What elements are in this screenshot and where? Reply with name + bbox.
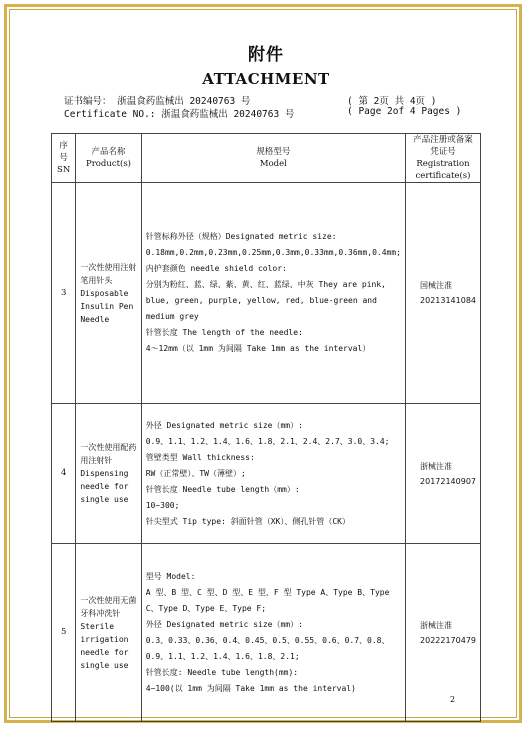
- row-product: [76, 183, 141, 404]
- certificate-number-cn: 证书编号： 浙温食药监械出 20240763 号: [64, 96, 251, 107]
- certificate-line-en: [64, 106, 462, 120]
- page-title-cn: 附件: [248, 45, 284, 65]
- page-title-en: ATTACHMENT: [202, 70, 330, 88]
- model-line: RW（正常壁）、TW（薄壁）;: [145, 468, 246, 478]
- row-registration: 国械注准 20213141084: [406, 183, 481, 404]
- table-header-row: [52, 134, 481, 183]
- page-indicator-cn: ( 第 2页 共 4页 ): [347, 96, 437, 107]
- row-registration: 浙械注准 20172140907: [406, 404, 481, 544]
- model-line: 型号 Model:: [145, 571, 196, 581]
- product-name-en: Dispensing needle for single use: [80, 469, 129, 504]
- row-sn: 5: [52, 544, 76, 722]
- header-model-en: Model: [259, 159, 287, 169]
- product-name-cn: 一次性使用注射笔用针头: [80, 262, 137, 285]
- header-sn-en: SN: [57, 165, 71, 175]
- row-model: [141, 544, 405, 722]
- model-line: 4～12mm（以 1mm 为间隔 Take 1mm as the interval）: [145, 344, 371, 353]
- row-sn: 3: [52, 183, 76, 404]
- page-number: 2: [450, 695, 456, 704]
- model-line: 针管长度 The length of the needle:: [145, 328, 303, 337]
- model-line: 外径 Designated metric size（mm）:: [145, 619, 303, 629]
- header-sn: [52, 134, 76, 183]
- header-reg: [406, 134, 481, 183]
- row-product: [76, 544, 141, 722]
- header-product: [76, 134, 141, 183]
- model-line: 针管长度 Needle tube length（mm）:: [145, 484, 300, 494]
- product-name-en: Disposable Insulin Pen Needle: [80, 288, 134, 324]
- product-name-cn: 一次性使用配药用注射针: [80, 443, 137, 465]
- model-line: 分别为粉红、蓝、绿、紫、黄、红、蓝绿、中灰 They are pink, blue, green, purple, yellow, red, blue-green and medium grey: [145, 280, 386, 321]
- model-line: A 型、B 型、C 型、D 型、E 型、F 型 Type A、Type B、Type C、Type D、Type E、Type F;: [145, 587, 390, 613]
- model-line: 管壁类型 Wall thickness:: [145, 452, 255, 462]
- attachment-table: [51, 133, 481, 722]
- model-line: 外径 Designated metric size（mm）:: [145, 420, 303, 430]
- row-registration: 浙械注准 20222170479: [406, 544, 481, 722]
- row-sn: 4: [52, 404, 76, 544]
- table-row: [52, 544, 481, 722]
- model-line: 内护套颜色 needle shield color:: [145, 264, 287, 273]
- header-model: [141, 134, 405, 183]
- model-line: 针管长度: Needle tube length(mm):: [145, 667, 299, 677]
- page-indicator-en: ( Page 2of 4 Pages ): [347, 106, 462, 117]
- row-product: [76, 404, 141, 544]
- table-row: [52, 404, 481, 544]
- product-name-cn: 一次性使用无菌牙科冲洗针: [80, 595, 137, 618]
- header-model-cn: 规格型号: [256, 147, 291, 157]
- model-line: 针管标称外径（规格）Designated metric size:: [145, 232, 337, 241]
- certificate-line-cn: [64, 93, 437, 107]
- table-row: [52, 183, 481, 404]
- model-line: 10~300;: [145, 500, 180, 510]
- model-line: 0.3、0.33、0.36、0.4、0.45、0.5、0.55、0.6、0.7、0.8、0.9、1.1、1.2、1.4、1.6、1.8、2.1;: [145, 635, 390, 661]
- model-line: 4~100(以 1mm 为间隔 Take 1mm as the interval): [145, 683, 356, 693]
- header-product-en: Product(s): [86, 159, 132, 169]
- certificate-number-en: Certificate NO.: 浙温食药监械出 20240763 号: [64, 109, 295, 120]
- model-line: 0.18mm,0.2mm,0.23mm,0.25mm,0.3mm,0.33mm,0.36mm,0.4mm;: [145, 248, 401, 257]
- header-reg-en: Registration certificate(s): [415, 159, 471, 181]
- product-name-en: Sterile irrigation needle for single use: [80, 621, 129, 670]
- header-product-cn: 产品名称: [91, 147, 126, 157]
- row-model: [141, 404, 405, 544]
- header-sn-cn: 序号: [59, 141, 68, 163]
- header-reg-cn: 产品注册或备案凭证号: [413, 135, 473, 157]
- row-model: [141, 183, 405, 404]
- model-line: 针尖型式 Tip type: 斜面针管（XK）、侧孔针管（CK）: [145, 516, 350, 526]
- model-line: 0.9、1.1、1.2、1.4、1.6、1.8、2.1、2.4、2.7、3.0、3.4;: [145, 436, 390, 446]
